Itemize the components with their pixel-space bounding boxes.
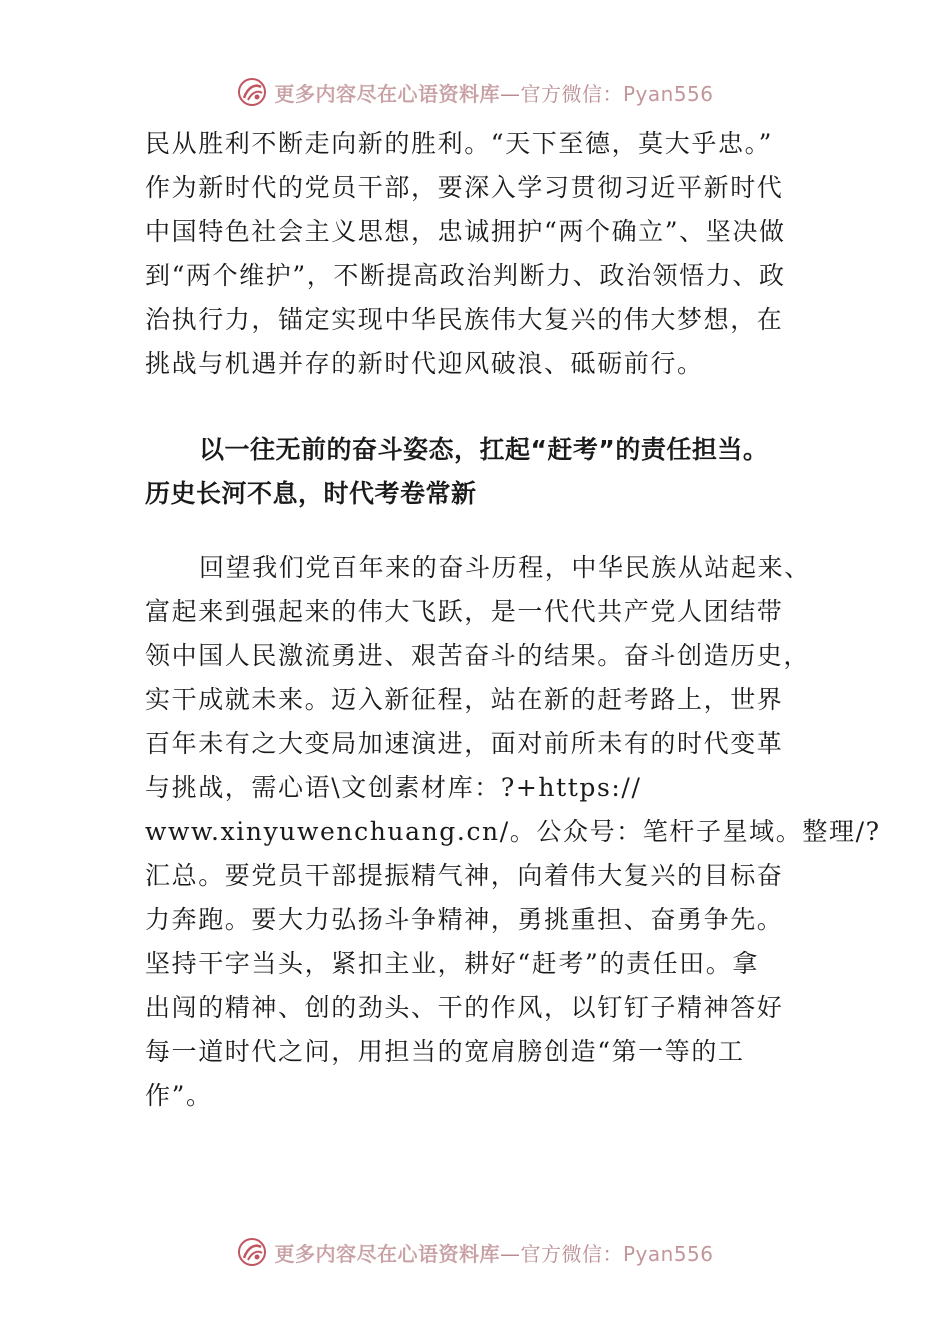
- heading-line: 以一往无前的奋斗姿态，扛起“赶考”的责任担当。: [199, 435, 769, 464]
- footer-dash: —: [499, 1241, 521, 1266]
- paragraph-1: [145, 122, 817, 386]
- paragraph-line: 百年未有之大变局加速演进，面对前所未有的时代变革: [145, 729, 784, 758]
- paragraph-line: 到“两个维护”，不断提高政治判断力、政治领悟力、政: [145, 261, 786, 290]
- section-heading: [145, 428, 817, 516]
- paragraph-line: 挑战与机遇并存的新时代迎风破浪、砥砺前行。: [145, 349, 704, 378]
- header-lead: 更多内容尽在心语资料库: [274, 81, 500, 106]
- paragraph-line: www.xinyuwenchuang.cn/。公众号：笔杆子星域。整理/?: [145, 817, 881, 846]
- paragraph-line: 民从胜利不断走向新的胜利。“天下至德，莫大乎忠。”: [145, 129, 774, 158]
- paragraph-line: 力奔跑。要大力弘扬斗争精神，勇挑重担、奋勇争先。: [145, 905, 784, 934]
- paragraph-line: 每一道时代之问，用担当的宽肩膀创造“第一等的工: [145, 1037, 745, 1066]
- header-banner: [0, 72, 950, 112]
- heading-line: 历史长河不息，时代考卷常新: [145, 479, 477, 508]
- footer-banner: [0, 1232, 950, 1272]
- header-tail: 官方微信：: [520, 81, 623, 106]
- footer-lead: 更多内容尽在心语资料库: [274, 1241, 500, 1266]
- logo-icon: [236, 1236, 268, 1268]
- paragraph-line: 富起来到强起来的伟大飞跃，是一代代共产党人团结带: [145, 597, 784, 626]
- paragraph-line: 领中国人民激流勇进、艰苦奋斗的结果。奋斗创造历史，: [145, 641, 811, 670]
- footer-tail: 官方微信：: [520, 1241, 623, 1266]
- paragraph-line: 出闯的精神、创的劲头、干的作风，以钉钉子精神答好: [145, 993, 784, 1022]
- logo-icon: [236, 76, 268, 108]
- footer-text: [274, 1238, 713, 1267]
- header-dash: —: [499, 81, 521, 106]
- paragraph-line: 中国特色社会主义思想，忠诚拥护“两个确立”、坚决做: [145, 217, 786, 246]
- header-wechat-id: Pyan556: [622, 81, 714, 106]
- paragraph-line: 治执行力，锚定实现中华民族伟大复兴的伟大梦想，在: [145, 305, 784, 334]
- paragraph-line: 回望我们党百年来的奋斗历程，中华民族从站起来、: [199, 553, 811, 582]
- header-text: [274, 78, 713, 107]
- paragraph-line: 作为新时代的党员干部，要深入学习贯彻习近平新时代: [145, 173, 784, 202]
- paragraph-line: 作”。: [145, 1081, 213, 1110]
- paragraph-line: 汇总。要党员干部提振精气神，向着伟大复兴的目标奋: [145, 861, 784, 890]
- document-body: [145, 122, 881, 1118]
- paragraph-line: 坚持干字当头，紧扣主业，耕好“赶考”的责任田。拿: [145, 949, 759, 978]
- paragraph-2: [145, 546, 881, 1118]
- footer-wechat-id: Pyan556: [622, 1241, 714, 1266]
- paragraph-line: 与挑战，需心语\文创素材库：?+https://: [145, 773, 642, 802]
- paragraph-line: 实干成就未来。迈入新征程，站在新的赶考路上，世界: [145, 685, 784, 714]
